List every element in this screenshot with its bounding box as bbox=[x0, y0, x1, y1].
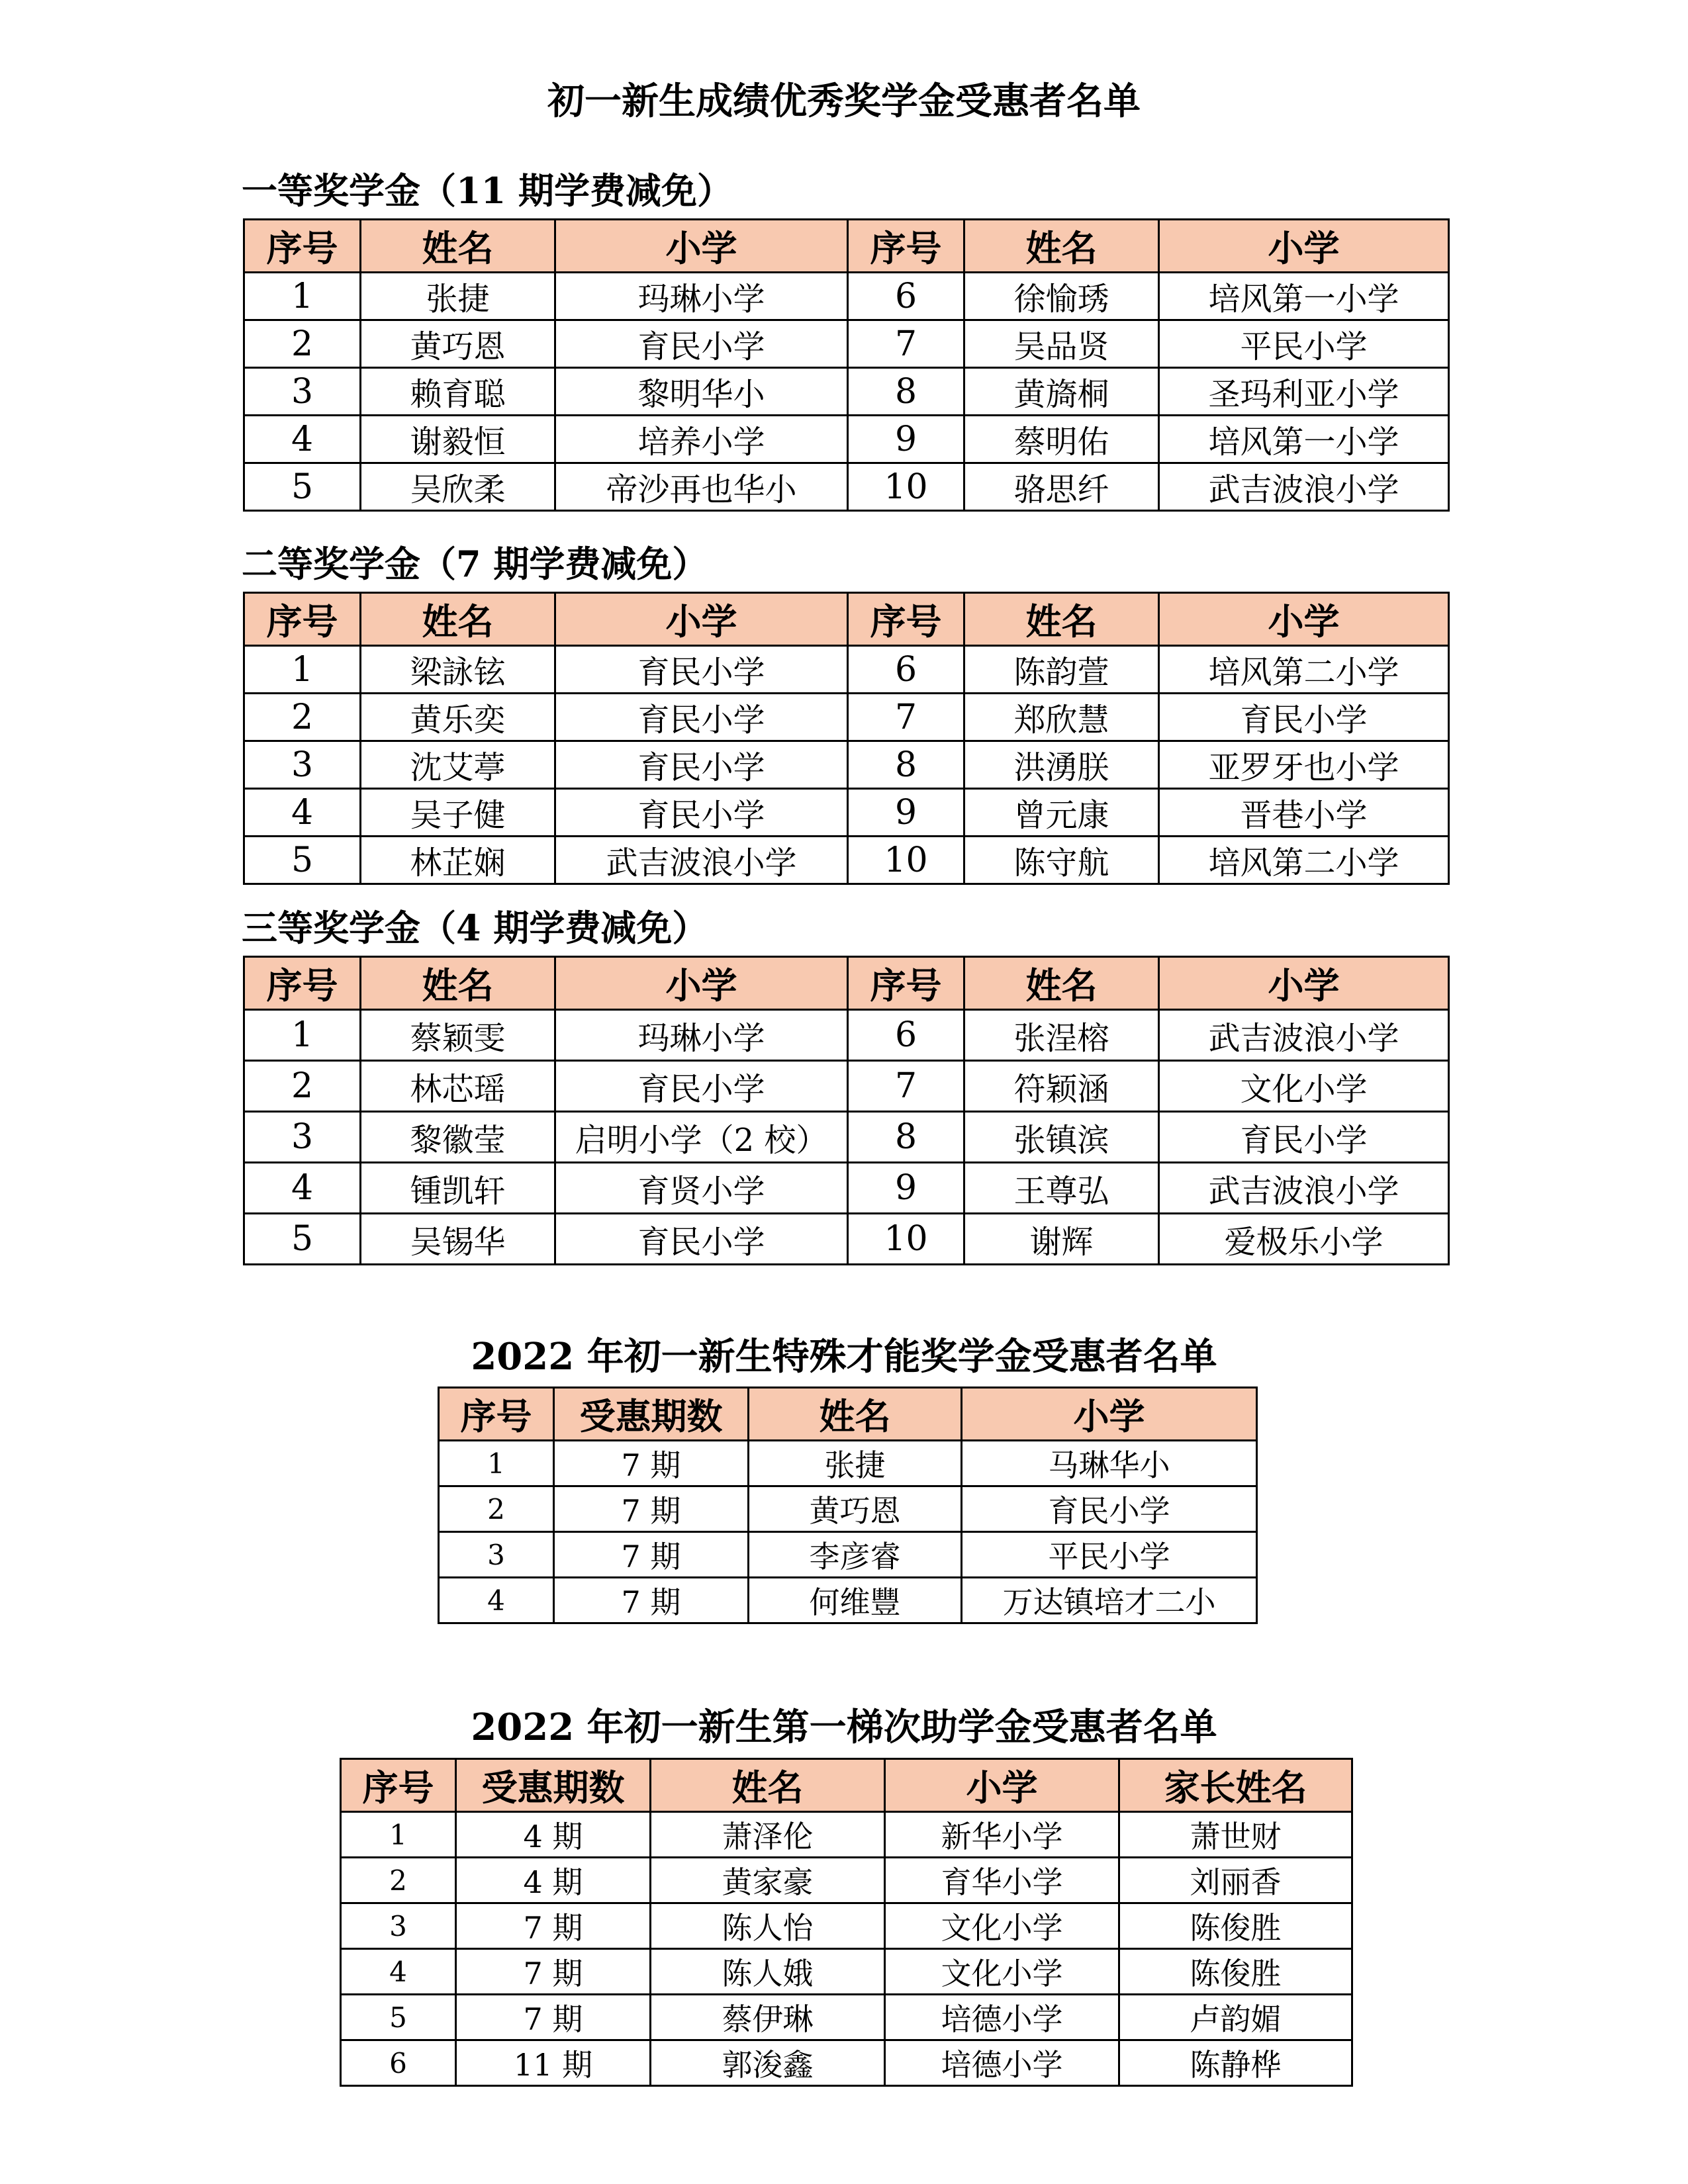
cell-index: 9 bbox=[848, 416, 964, 463]
cell-index: 4 bbox=[439, 1578, 554, 1623]
col-header-school: 小学 bbox=[885, 1759, 1119, 1812]
cell-name: 梁詠铉 bbox=[361, 646, 555, 694]
cell-school: 育民小学 bbox=[555, 789, 848, 837]
cell-school: 武吉波浪小学 bbox=[1159, 463, 1449, 511]
cell-school: 育民小学 bbox=[555, 694, 848, 741]
cell-name: 曾元康 bbox=[964, 789, 1159, 837]
cell-name: 黄旖桐 bbox=[964, 368, 1159, 416]
cell-name: 徐愉琇 bbox=[964, 273, 1159, 320]
cell-name: 李彦睿 bbox=[749, 1532, 962, 1578]
cell-terms: 11 期 bbox=[456, 2040, 651, 2086]
cell-name: 吴品贤 bbox=[964, 320, 1159, 368]
cell-name: 黄巧恩 bbox=[749, 1486, 962, 1532]
cell-name: 黄乐奕 bbox=[361, 694, 555, 741]
page-title: 初一新生成绩优秀奖学金受惠者名单 bbox=[547, 79, 1141, 123]
cell-school: 新华小学 bbox=[885, 1812, 1119, 1858]
table-row bbox=[244, 694, 1449, 741]
cell-name: 符颖涵 bbox=[964, 1061, 1159, 1112]
cell-school: 帝沙再也华小 bbox=[555, 463, 848, 511]
table-row bbox=[244, 368, 1449, 416]
col-header-name: 姓名 bbox=[964, 220, 1159, 273]
cell-school: 武吉波浪小学 bbox=[555, 837, 848, 884]
cell-school: 文化小学 bbox=[885, 1949, 1119, 1995]
cell-index: 1 bbox=[244, 646, 361, 694]
cell-index: 4 bbox=[244, 416, 361, 463]
col-header-terms: 受惠期数 bbox=[456, 1759, 651, 1812]
cell-index: 5 bbox=[244, 463, 361, 511]
cell-index: 10 bbox=[848, 837, 964, 884]
cell-parent: 萧世财 bbox=[1119, 1812, 1352, 1858]
first-prize-heading: 一等奖学金（11 期学费减免） bbox=[242, 169, 733, 212]
cell-name: 骆思纤 bbox=[964, 463, 1159, 511]
aid-table bbox=[340, 1758, 1353, 2087]
cell-school: 玛琳小学 bbox=[555, 1010, 848, 1061]
cell-name: 蔡明佑 bbox=[964, 416, 1159, 463]
second-prize-heading: 二等奖学金（7 期学费减免） bbox=[242, 543, 708, 585]
aid-heading: 2022 年初一新生第一梯次助学金受惠者名单 bbox=[471, 1706, 1217, 1749]
cell-name: 王尊弘 bbox=[964, 1163, 1159, 1214]
cell-school: 培风第一小学 bbox=[1159, 416, 1449, 463]
second-prize-header-row bbox=[244, 593, 1449, 646]
cell-name: 黄巧恩 bbox=[361, 320, 555, 368]
cell-school: 平民小学 bbox=[1159, 320, 1449, 368]
cell-school: 育民小学 bbox=[1159, 694, 1449, 741]
cell-school: 亚罗牙也小学 bbox=[1159, 741, 1449, 789]
table-row bbox=[439, 1486, 1257, 1532]
col-header-index: 序号 bbox=[341, 1759, 456, 1812]
cell-index: 4 bbox=[244, 1163, 361, 1214]
cell-index: 5 bbox=[244, 837, 361, 884]
cell-school: 培风第一小学 bbox=[1159, 273, 1449, 320]
cell-school: 培德小学 bbox=[885, 2040, 1119, 2086]
col-header-index: 序号 bbox=[244, 593, 361, 646]
col-header-terms: 受惠期数 bbox=[554, 1388, 749, 1441]
cell-index: 3 bbox=[244, 368, 361, 416]
table-row bbox=[439, 1532, 1257, 1578]
cell-school: 育华小学 bbox=[885, 1858, 1119, 1903]
col-header-index: 序号 bbox=[848, 593, 964, 646]
table-row bbox=[341, 1995, 1352, 2040]
cell-parent: 卢韵媚 bbox=[1119, 1995, 1352, 2040]
cell-name: 张镇滨 bbox=[964, 1112, 1159, 1163]
cell-index: 8 bbox=[848, 368, 964, 416]
cell-name: 蔡颖雯 bbox=[361, 1010, 555, 1061]
cell-school: 武吉波浪小学 bbox=[1159, 1010, 1449, 1061]
cell-index: 9 bbox=[848, 1163, 964, 1214]
cell-school: 武吉波浪小学 bbox=[1159, 1163, 1449, 1214]
cell-school: 文化小学 bbox=[1159, 1061, 1449, 1112]
cell-index: 3 bbox=[244, 741, 361, 789]
col-header-name: 姓名 bbox=[361, 593, 555, 646]
cell-name: 郭浚鑫 bbox=[651, 2040, 885, 2086]
cell-terms: 7 期 bbox=[554, 1441, 749, 1486]
cell-school: 育民小学 bbox=[555, 741, 848, 789]
cell-terms: 7 期 bbox=[554, 1532, 749, 1578]
cell-name: 张捷 bbox=[749, 1441, 962, 1486]
talent-header-row bbox=[439, 1388, 1257, 1441]
table-row bbox=[244, 416, 1449, 463]
table-row bbox=[439, 1578, 1257, 1623]
cell-index: 3 bbox=[341, 1903, 456, 1949]
table-row bbox=[244, 1010, 1449, 1061]
cell-school: 育民小学 bbox=[555, 1061, 848, 1112]
cell-name: 陈韵萱 bbox=[964, 646, 1159, 694]
cell-school: 育民小学 bbox=[555, 646, 848, 694]
cell-school: 培风第二小学 bbox=[1159, 646, 1449, 694]
cell-index: 4 bbox=[341, 1949, 456, 1995]
cell-school: 育民小学 bbox=[555, 320, 848, 368]
cell-index: 6 bbox=[848, 1010, 964, 1061]
table-row bbox=[244, 320, 1449, 368]
table-row bbox=[244, 1214, 1449, 1265]
cell-terms: 7 期 bbox=[554, 1486, 749, 1532]
col-header-school: 小学 bbox=[555, 220, 848, 273]
third-prize-table bbox=[243, 956, 1450, 1265]
cell-index: 2 bbox=[244, 694, 361, 741]
second-prize-table bbox=[243, 592, 1450, 885]
cell-name: 陈守航 bbox=[964, 837, 1159, 884]
col-header-index: 序号 bbox=[848, 957, 964, 1010]
table-row bbox=[244, 1163, 1449, 1214]
cell-terms: 7 期 bbox=[554, 1578, 749, 1623]
cell-school: 马琳华小 bbox=[962, 1441, 1257, 1486]
cell-index: 10 bbox=[848, 463, 964, 511]
cell-index: 7 bbox=[848, 1061, 964, 1112]
third-prize-header-row bbox=[244, 957, 1449, 1010]
col-header-name: 姓名 bbox=[651, 1759, 885, 1812]
cell-index: 10 bbox=[848, 1214, 964, 1265]
col-header-index: 序号 bbox=[848, 220, 964, 273]
col-header-index: 序号 bbox=[244, 957, 361, 1010]
cell-school: 启明小学（2 校） bbox=[555, 1112, 848, 1163]
cell-index: 2 bbox=[341, 1858, 456, 1903]
cell-name: 谢毅恒 bbox=[361, 416, 555, 463]
col-header-school: 小学 bbox=[1159, 220, 1449, 273]
third-prize-heading: 三等奖学金（4 期学费减免） bbox=[242, 907, 708, 949]
col-header-index: 序号 bbox=[439, 1388, 554, 1441]
cell-school: 文化小学 bbox=[885, 1903, 1119, 1949]
cell-name: 张浧榕 bbox=[964, 1010, 1159, 1061]
cell-name: 谢辉 bbox=[964, 1214, 1159, 1265]
table-row bbox=[341, 2040, 1352, 2086]
cell-index: 4 bbox=[244, 789, 361, 837]
table-row bbox=[244, 463, 1449, 511]
cell-school: 黎明华小 bbox=[555, 368, 848, 416]
cell-school: 爱极乐小学 bbox=[1159, 1214, 1449, 1265]
col-header-name: 姓名 bbox=[964, 593, 1159, 646]
cell-index: 6 bbox=[848, 273, 964, 320]
table-row bbox=[439, 1441, 1257, 1486]
cell-school: 玛琳小学 bbox=[555, 273, 848, 320]
table-row bbox=[244, 837, 1449, 884]
cell-school: 晋巷小学 bbox=[1159, 789, 1449, 837]
cell-name: 陈人怡 bbox=[651, 1903, 885, 1949]
cell-index: 3 bbox=[439, 1532, 554, 1578]
cell-terms: 7 期 bbox=[456, 1949, 651, 1995]
cell-parent: 陈俊胜 bbox=[1119, 1949, 1352, 1995]
cell-parent: 陈俊胜 bbox=[1119, 1903, 1352, 1949]
cell-school: 育民小学 bbox=[555, 1214, 848, 1265]
cell-name: 萧泽伦 bbox=[651, 1812, 885, 1858]
cell-index: 1 bbox=[439, 1441, 554, 1486]
cell-index: 6 bbox=[848, 646, 964, 694]
col-header-index: 序号 bbox=[244, 220, 361, 273]
col-header-name: 姓名 bbox=[964, 957, 1159, 1010]
cell-index: 2 bbox=[439, 1486, 554, 1532]
cell-school: 育贤小学 bbox=[555, 1163, 848, 1214]
cell-name: 张捷 bbox=[361, 273, 555, 320]
table-row bbox=[244, 273, 1449, 320]
cell-name: 蔡伊琳 bbox=[651, 1995, 885, 2040]
cell-name: 吴锡华 bbox=[361, 1214, 555, 1265]
cell-name: 洪湧朕 bbox=[964, 741, 1159, 789]
aid-header-row bbox=[341, 1759, 1352, 1812]
cell-index: 5 bbox=[244, 1214, 361, 1265]
cell-name: 林芯瑶 bbox=[361, 1061, 555, 1112]
cell-terms: 4 期 bbox=[456, 1858, 651, 1903]
table-row bbox=[244, 1112, 1449, 1163]
table-row bbox=[341, 1812, 1352, 1858]
cell-school: 平民小学 bbox=[962, 1532, 1257, 1578]
table-row bbox=[244, 741, 1449, 789]
cell-name: 锺凯轩 bbox=[361, 1163, 555, 1214]
cell-name: 吴子健 bbox=[361, 789, 555, 837]
cell-index: 6 bbox=[341, 2040, 456, 2086]
cell-index: 1 bbox=[244, 273, 361, 320]
col-header-name: 姓名 bbox=[361, 220, 555, 273]
talent-heading: 2022 年初一新生特殊才能奖学金受惠者名单 bbox=[471, 1335, 1217, 1379]
cell-name: 黎徽莹 bbox=[361, 1112, 555, 1163]
col-header-name: 姓名 bbox=[749, 1388, 962, 1441]
cell-terms: 7 期 bbox=[456, 1903, 651, 1949]
cell-index: 2 bbox=[244, 320, 361, 368]
cell-school: 培风第二小学 bbox=[1159, 837, 1449, 884]
cell-name: 陈人娥 bbox=[651, 1949, 885, 1995]
cell-name: 吴欣柔 bbox=[361, 463, 555, 511]
col-header-school: 小学 bbox=[1159, 957, 1449, 1010]
cell-index: 9 bbox=[848, 789, 964, 837]
cell-index: 3 bbox=[244, 1112, 361, 1163]
cell-name: 赖育聪 bbox=[361, 368, 555, 416]
cell-name: 沈艾葶 bbox=[361, 741, 555, 789]
cell-school: 育民小学 bbox=[962, 1486, 1257, 1532]
cell-index: 8 bbox=[848, 1112, 964, 1163]
cell-terms: 4 期 bbox=[456, 1812, 651, 1858]
col-header-parent: 家长姓名 bbox=[1119, 1759, 1352, 1812]
cell-index: 2 bbox=[244, 1061, 361, 1112]
table-row bbox=[341, 1949, 1352, 1995]
cell-index: 1 bbox=[341, 1812, 456, 1858]
cell-name: 黄家豪 bbox=[651, 1858, 885, 1903]
col-header-name: 姓名 bbox=[361, 957, 555, 1010]
col-header-school: 小学 bbox=[555, 593, 848, 646]
cell-school: 育民小学 bbox=[1159, 1112, 1449, 1163]
table-row bbox=[244, 789, 1449, 837]
col-header-school: 小学 bbox=[555, 957, 848, 1010]
cell-index: 5 bbox=[341, 1995, 456, 2040]
col-header-school: 小学 bbox=[962, 1388, 1257, 1441]
col-header-school: 小学 bbox=[1159, 593, 1449, 646]
table-row bbox=[244, 1061, 1449, 1112]
cell-school: 万达镇培才二小 bbox=[962, 1578, 1257, 1623]
cell-terms: 7 期 bbox=[456, 1995, 651, 2040]
cell-name: 郑欣慧 bbox=[964, 694, 1159, 741]
cell-name: 林芷娴 bbox=[361, 837, 555, 884]
cell-school: 培养小学 bbox=[555, 416, 848, 463]
cell-index: 7 bbox=[848, 320, 964, 368]
cell-name: 何维豐 bbox=[749, 1578, 962, 1623]
table-row bbox=[341, 1903, 1352, 1949]
cell-index: 7 bbox=[848, 694, 964, 741]
cell-parent: 刘丽香 bbox=[1119, 1858, 1352, 1903]
cell-index: 1 bbox=[244, 1010, 361, 1061]
cell-school: 培德小学 bbox=[885, 1995, 1119, 2040]
first-prize-table bbox=[243, 218, 1450, 512]
first-prize-header-row bbox=[244, 220, 1449, 273]
table-row bbox=[341, 1858, 1352, 1903]
talent-table bbox=[438, 1387, 1258, 1624]
cell-school: 圣玛利亚小学 bbox=[1159, 368, 1449, 416]
cell-parent: 陈静桦 bbox=[1119, 2040, 1352, 2086]
table-row bbox=[244, 646, 1449, 694]
cell-index: 8 bbox=[848, 741, 964, 789]
